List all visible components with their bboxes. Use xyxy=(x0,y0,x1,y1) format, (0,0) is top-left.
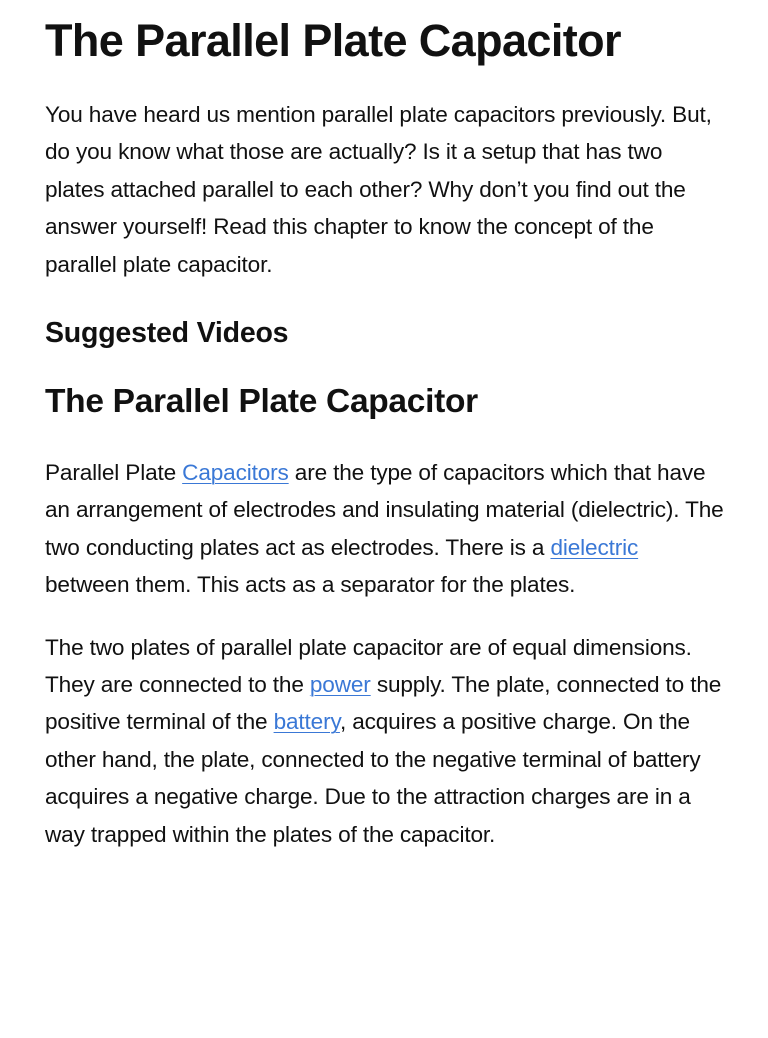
section-heading: The Parallel Plate Capacitor xyxy=(45,383,478,421)
paragraph-text: are the type of capacitors which that have an arrangement of electrodes and insulating material (dielectric). The two conducting plates act as electrodes. There is a xyxy=(45,460,724,560)
paragraph-text: Parallel Plate xyxy=(45,460,183,486)
page-title: The Parallel Plate Capacitor xyxy=(45,15,621,66)
suggested-videos-heading: Suggested Videos xyxy=(45,317,289,350)
paragraph-text: The two plates of parallel plate capacitor are of equal dimensions. They are connected to the xyxy=(45,634,692,698)
intro-paragraph: You have heard us mention parallel plate capacitors previously. But, do you know what those are actually? Is it a setup that has two plates attached parallel to each other? Why don’t you find out the answer yourself! Read this chapter to know the concept of the parallel plate capacitor. xyxy=(45,102,712,277)
battery-link[interactable]: battery xyxy=(273,709,340,735)
power-link[interactable]: power xyxy=(309,672,371,698)
article xyxy=(0,14,768,853)
paragraph-text: between them. This acts as a separator for the plates. xyxy=(45,572,576,598)
paragraph-text: supply. The plate, connected to the positive terminal of the xyxy=(45,672,722,735)
plates-charge-paragraph xyxy=(45,629,724,853)
dielectric-link[interactable]: dielectric xyxy=(550,534,639,560)
paragraph-text: , acquires a positive charge. On the other hand, the plate, connected to the negative terminal of battery acquires a negative charge. Due to the attraction charges are in a way trapped within the plates of the capacitor. xyxy=(45,709,701,847)
capacitors-link[interactable]: Capacitors xyxy=(182,460,289,486)
capacitor-definition-paragraph xyxy=(45,454,724,604)
